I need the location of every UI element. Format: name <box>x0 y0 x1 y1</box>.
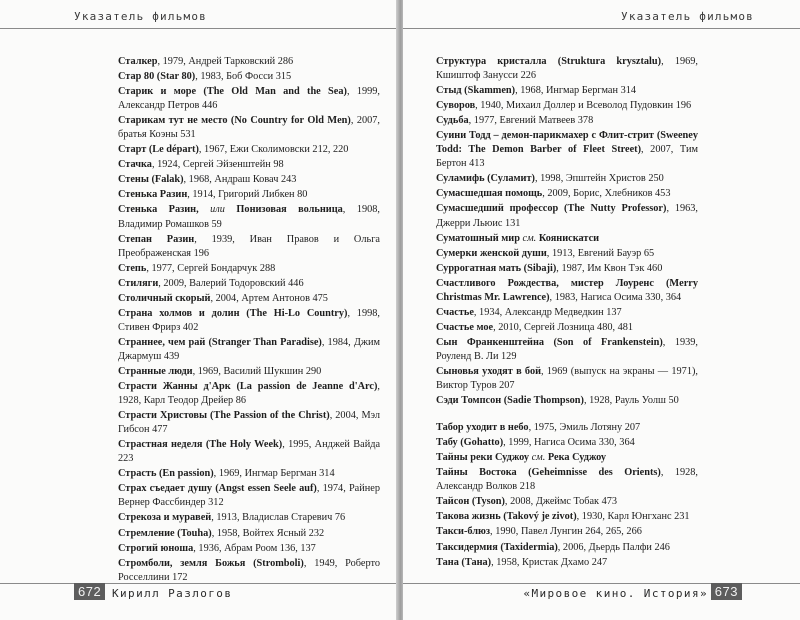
index-entry <box>118 336 380 364</box>
film-title: Стар 80 (Star 80) <box>118 71 196 83</box>
film-title: Сталкер <box>118 56 158 67</box>
cross-reference-word: см. <box>531 452 546 464</box>
index-entry <box>118 277 380 291</box>
film-title: Суматошный мир <box>436 232 520 244</box>
film-title: Старик и море (The Old Man and the Sea) <box>118 86 347 98</box>
film-title: Тайсон (Tyson) <box>436 496 505 508</box>
header-rule <box>0 28 398 29</box>
film-details: , 1974, Райнер Вернер Фассбиндер 312 <box>118 483 380 509</box>
film-title-alt: Река Суджоу <box>547 452 607 464</box>
index-entry <box>436 129 698 171</box>
film-title: Страсти Жанны д'Арк (La passion de Jeanne d'Arc) <box>118 381 378 393</box>
index-entry <box>118 542 380 556</box>
index-entries <box>118 55 380 586</box>
header-rule <box>403 28 800 29</box>
film-title: Странные люди <box>118 365 193 377</box>
film-title: Стачка <box>118 159 152 171</box>
film-title: Стиляги <box>118 277 159 289</box>
index-entry <box>118 233 380 261</box>
film-details: , 1968, Андраш Ковач 243 <box>183 174 297 186</box>
index-entry <box>436 262 698 276</box>
index-entry <box>436 187 698 201</box>
film-details: , 1958, Войтех Ясный 232 <box>211 527 325 539</box>
film-details: , 1928, Карл Теодор Дрейер 86 <box>118 381 380 407</box>
film-title-alt: Коянискатси <box>538 232 600 244</box>
film-details: , 1987, Им Квон Тэк 460 <box>556 262 663 274</box>
index-entry <box>118 55 380 69</box>
film-title: Страсть (En passion) <box>118 468 214 480</box>
film-details: , 1977, Евгений Матвеев 378 <box>468 115 594 127</box>
film-details: , 1928, Александр Волков 218 <box>436 467 698 493</box>
film-title: Счастье <box>436 306 474 318</box>
index-entry <box>436 451 698 465</box>
film-details: , 1958, Кристак Дхамо 247 <box>491 556 608 568</box>
film-title: Страннее, чем рай (Stranger Than Paradise) <box>118 336 322 348</box>
index-entry <box>118 511 380 525</box>
running-head: Указатель фильмов <box>74 10 207 23</box>
film-details: , 2007, братья Коэны 531 <box>118 115 380 141</box>
index-entry <box>118 292 380 306</box>
index-entry <box>118 557 380 585</box>
film-title: Суворов <box>436 100 476 112</box>
film-details: , 1999, Александр Петров 446 <box>118 86 380 112</box>
index-entry <box>436 421 698 435</box>
film-details: , 1995, Анджей Вайда 223 <box>118 439 381 465</box>
film-title: Стромболи, земля Божья (Stromboli) <box>118 557 304 569</box>
film-title: Страсти Христовы (The Passion of the Christ) <box>118 410 330 422</box>
index-entry <box>436 336 698 364</box>
index-entry <box>118 85 380 113</box>
film-details: , 1928, Рауль Уолш 50 <box>583 395 679 407</box>
film-title: Счастливого Рождества, мистер Лоуренс (Merry Christmas Mr. Lawrence) <box>436 277 698 303</box>
film-details: , 2004, Мэл Гибсон 477 <box>118 410 380 436</box>
film-title: Стенька Разин, <box>118 204 199 216</box>
film-details: , 1990, Павел Лунгин 264, 265, 266 <box>490 526 642 538</box>
right-page <box>403 0 800 620</box>
film-title: Суини Тодд – демон-парикмахер с Флит-стрит (Sweeney Todd: The Demon Barber of Fleet Street) <box>436 130 698 156</box>
film-details: , 1940, Михаил Доллер и Всеволод Пудовкин 196 <box>475 100 692 112</box>
index-entry <box>118 143 380 157</box>
film-title: Сыновья уходят в бой <box>436 365 542 377</box>
film-details: , 1969, Кшиштоф Занусси 226 <box>436 56 698 82</box>
film-title: Сумасшедший профессор (The Nutty Professor) <box>436 203 667 215</box>
film-details: , 2004, Артем Антонов 475 <box>210 292 328 304</box>
film-details: , 1913, Евгений Бауэр 65 <box>546 247 655 259</box>
film-title: Сумерки женской души <box>436 247 547 259</box>
film-title: Табу (Gohatto) <box>436 437 504 449</box>
film-title: Такси-блюз <box>436 526 491 538</box>
film-title: Степь <box>118 262 147 274</box>
film-title: Страна холмов и долин (The Hi-Lo Country) <box>118 307 348 319</box>
index-entry <box>118 158 380 172</box>
film-details: , 1939, Иван Правов и Ольга Преображенская 196 <box>118 233 380 259</box>
film-details: , 2007, Тим Бертон 413 <box>436 144 698 170</box>
cross-reference-word: см. <box>522 232 537 244</box>
film-details: , 1999, Нагиса Осима 330, 364 <box>503 437 635 449</box>
index-entry <box>436 495 698 509</box>
index-entry <box>118 365 380 379</box>
film-details: , 1967, Ежи Сколимовски 212, 220 <box>198 144 349 156</box>
index-entry <box>436 541 698 555</box>
film-title: Сын Франкенштейна (Son of Frankenstein) <box>436 336 663 348</box>
index-entry <box>118 380 380 408</box>
film-details: , 1977, Сергей Бондарчук 288 <box>146 262 276 274</box>
index-entry <box>118 70 380 84</box>
film-title: Структура кристалла (Struktura krysztalu) <box>436 56 662 67</box>
film-details: , 1913, Владислав Старевич 76 <box>211 512 346 524</box>
index-entry <box>118 173 380 187</box>
film-title: Тайны Востока (Geheimnisse des Orients) <box>436 467 661 479</box>
film-title: Степан Разин <box>118 233 195 245</box>
film-details: , 1998, Эпштейн Христов 250 <box>534 173 664 185</box>
film-details: , 2009, Валерий Тодоровский 446 <box>158 277 304 289</box>
index-entry <box>436 436 698 450</box>
page-number: 673 <box>711 583 742 600</box>
film-title: Суррогатная мать (Sibaji) <box>436 262 557 274</box>
film-details: , 1914, Григорий Либкен 80 <box>187 189 308 201</box>
index-entry <box>436 172 698 186</box>
film-title: Таксидермия (Taxidermia) <box>436 541 558 553</box>
index-entry <box>436 84 698 98</box>
index-entry <box>118 262 380 276</box>
index-entry <box>118 188 380 202</box>
index-entry <box>436 232 698 246</box>
film-details: , 2008, Джеймс Тобак 473 <box>504 496 618 508</box>
index-entry <box>436 510 698 524</box>
film-title: Тайны реки Суджоу <box>436 452 529 464</box>
film-details: , 1984, Джим Джармуш 439 <box>118 336 380 362</box>
film-title: Счастье мое <box>436 321 494 333</box>
index-entry <box>436 365 698 393</box>
film-title: Страстная неделя (The Holy Week) <box>118 439 283 451</box>
index-entry <box>436 277 698 305</box>
index-entry <box>118 467 380 481</box>
index-entry <box>436 306 698 320</box>
footer-author: Кирилл Разлогов <box>112 587 233 600</box>
film-details: , 1934, Александр Медведкин 137 <box>473 306 622 318</box>
index-entry <box>436 99 698 113</box>
film-details: , 1998, Стивен Фрирз 402 <box>118 307 380 333</box>
index-entry <box>436 321 698 335</box>
film-details: , 1963, Джерри Льюис 131 <box>436 203 699 229</box>
film-details: , 1930, Карл Юнгханс 231 <box>576 511 690 523</box>
film-title: Стены (Falak) <box>118 174 184 186</box>
section-gap <box>436 409 698 421</box>
film-title: Суламифь (Суламит) <box>436 173 535 185</box>
film-title: Стремление (Touha) <box>118 527 212 539</box>
film-details: , 1975, Эмиль Лотяну 207 <box>528 422 641 434</box>
film-title: Табор уходит в небо <box>436 422 529 434</box>
film-details: , 1979, Андрей Тарковский 286 <box>157 56 294 67</box>
film-details: , 1983, Боб Фосси 315 <box>195 71 292 83</box>
index-entry <box>436 202 698 230</box>
film-details: , 2010, Сергей Лозница 480, 481 <box>493 321 634 333</box>
index-entries <box>436 55 698 571</box>
film-title: Старикам тут не место (No Country for Old Men) <box>118 115 351 127</box>
film-details: , 2006, Дьердь Палфи 246 <box>557 541 670 553</box>
footer-rule <box>0 583 398 584</box>
film-title: Столичный скорый <box>118 292 211 304</box>
cross-reference-word: или <box>210 204 225 216</box>
page-number: 672 <box>74 583 105 600</box>
index-entry <box>118 482 380 510</box>
film-details: , 1939, Роуленд В. Ли 129 <box>436 336 698 362</box>
film-title: Сумасшедшая помощь <box>436 188 543 200</box>
index-entry <box>118 438 380 466</box>
index-entry <box>436 466 698 494</box>
index-entry <box>436 55 698 83</box>
index-entry <box>118 114 380 142</box>
index-entry <box>118 307 380 335</box>
film-details: , 1949, Роберто Росселлини 172 <box>118 557 380 583</box>
index-section-s <box>436 55 698 408</box>
index-entry <box>436 114 698 128</box>
index-entry <box>436 556 698 570</box>
index-entry <box>436 394 698 408</box>
film-details: , 1969, Василий Шукшин 290 <box>192 365 322 377</box>
film-details: , 1969, Ингмар Бергман 314 <box>213 468 335 480</box>
index-entry <box>118 203 380 231</box>
index-entry <box>436 247 698 261</box>
film-details: , 1924, Сергей Эйзенштейн 98 <box>151 159 284 171</box>
film-title: Стыд (Skammen) <box>436 85 516 97</box>
index-entry <box>118 527 380 541</box>
film-title: Стенька Разин <box>118 189 188 201</box>
film-title: Строгий юноша <box>118 542 194 554</box>
film-title: Такова жизнь (Takový je zivot) <box>436 511 577 523</box>
index-section-t <box>436 421 698 569</box>
film-details: , 1936, Абрам Роом 136, 137 <box>193 542 316 554</box>
film-title: Судьба <box>436 115 469 127</box>
film-title-alt: Понизовая вольница <box>236 204 343 216</box>
running-head: Указатель фильмов <box>621 10 754 23</box>
film-details: , 1968, Ингмар Бергман 314 <box>515 85 637 97</box>
left-page <box>0 0 398 620</box>
film-details: , 1969 (выпуск на экраны — 1971), Виктор Туров 207 <box>436 365 698 392</box>
film-details: , 1908, Владимир Ромашков 59 <box>118 204 380 230</box>
film-title: Тана (Тана) <box>436 556 492 568</box>
index-entry <box>436 525 698 539</box>
index-entry <box>118 409 380 437</box>
film-title: Страх съедает душу (Angst essen Seele auf) <box>118 483 317 495</box>
film-title: Сэди Томпсон (Sadie Thompson) <box>436 395 584 407</box>
film-details: , 1983, Нагиса Осима 330, 364 <box>549 291 682 303</box>
film-details: , 2009, Борис, Хлебников 453 <box>542 188 671 200</box>
film-title: Стрекоза и муравей <box>118 512 212 524</box>
film-title: Старт (Le départ) <box>118 144 199 156</box>
footer-book-title: «Мировое кино. История» <box>523 587 708 600</box>
